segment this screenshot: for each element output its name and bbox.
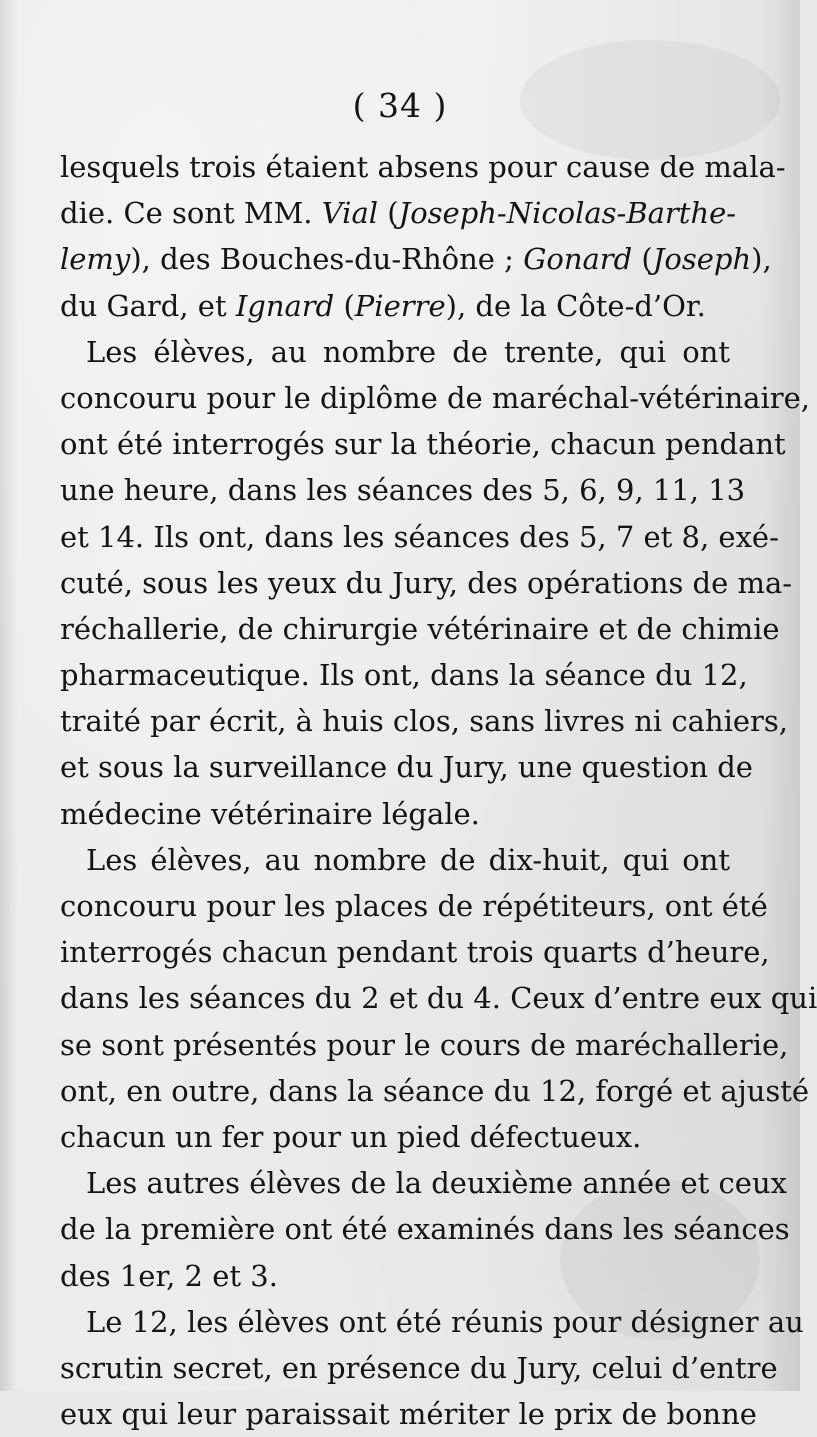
italic-text-segment: Vial	[321, 196, 379, 231]
body-text	[60, 144, 817, 1437]
text-segment: (	[334, 288, 355, 323]
page-number: ( 34 )	[352, 86, 448, 125]
italic-text-segment: Ignard	[235, 288, 335, 323]
text-line	[60, 652, 748, 698]
text-segment: une heure, dans les séances des 5, 6, 9, 11, 13	[60, 473, 746, 508]
text-line	[60, 791, 730, 837]
text-line	[60, 560, 793, 606]
text-segment: du Gard, et	[60, 288, 236, 323]
text-line	[60, 329, 730, 375]
text-line	[60, 1345, 778, 1391]
text-line	[60, 929, 770, 975]
text-segment: concouru pour les places de répétiteurs, ont été	[60, 889, 768, 923]
text-segment: se sont présentés pour le cours de maréchallerie,	[60, 1027, 789, 1062]
italic-text-segment: Joseph-Nicolas-Barthe-	[398, 196, 737, 231]
text-segment: traité par écrit, à huis clos, sans livres ni cahiers,	[60, 704, 789, 739]
text-segment: pharmaceutique. Ils ont, dans la séance du 12,	[60, 658, 748, 693]
text-segment: ),	[751, 242, 772, 277]
text-line	[60, 514, 779, 560]
text-segment: Les autres élèves de la deuxième année et ceux	[86, 1166, 787, 1201]
text-segment: ), des Bouches-du-Rhône ;	[130, 242, 524, 277]
text-segment: de la première ont été examinés dans les séances	[60, 1212, 790, 1247]
text-line	[60, 1391, 757, 1437]
text-segment: et sous la surveillance du Jury, une question de	[60, 750, 753, 785]
text-segment: médecine vétérinaire légale.	[60, 796, 480, 831]
text-segment: ), de la Côte-d’Or.	[445, 288, 706, 323]
text-segment: dans les séances du 2 et du 4. Ceux d’entre eux qui	[60, 981, 817, 1016]
text-segment: cuté, sous les yeux du Jury, des opérations de ma-	[60, 565, 793, 600]
text-line	[60, 698, 789, 744]
text-segment: interrogés chacun pendant trois quarts d’heure,	[60, 935, 770, 970]
text-segment: et 14. Ils ont, dans les séances des 5, 7 et 8, exé-	[60, 519, 779, 554]
text-segment: (	[378, 196, 399, 231]
text-line	[60, 1206, 790, 1252]
text-line	[60, 190, 737, 236]
text-line	[60, 1299, 804, 1345]
text-segment: scrutin secret, en présence du Jury, celui d’entre	[60, 1350, 778, 1385]
text-line	[60, 1160, 787, 1206]
italic-text-segment: Gonard	[523, 242, 633, 277]
text-segment: die. Ce sont MM.	[60, 196, 322, 231]
text-segment: Les élèves, au nombre de trente, qui ont	[86, 334, 730, 369]
text-segment: Le 12, les élèves ont été réunis pour désigner au	[86, 1304, 804, 1339]
text-segment: (	[632, 242, 653, 277]
text-line	[60, 144, 786, 190]
italic-text-segment: lemy	[60, 242, 131, 277]
text-line	[60, 975, 817, 1021]
text-segment: ont, en outre, dans la séance du 12, forgé et ajusté	[60, 1073, 810, 1108]
text-line	[60, 1253, 730, 1299]
text-segment: réchallerie, de chirurgie vétérinaire et de chimie	[60, 611, 780, 646]
text-line	[60, 421, 786, 467]
text-line	[60, 883, 768, 929]
text-line	[60, 236, 772, 282]
text-segment: chacun un fer pour un pied défectueux.	[60, 1119, 642, 1154]
italic-text-segment: Joseph	[652, 242, 752, 277]
text-line	[60, 837, 730, 883]
text-line	[60, 1114, 730, 1160]
text-line	[60, 283, 730, 329]
text-segment: eux qui leur paraissait mériter le prix de bonne	[60, 1397, 757, 1432]
text-line	[60, 1022, 789, 1068]
text-line	[60, 375, 810, 421]
text-segment: des 1er, 2 et 3.	[60, 1258, 278, 1293]
text-line	[60, 467, 746, 513]
text-line	[60, 1068, 810, 1114]
text-segment: lesquels trois étaient absens pour cause de mala-	[60, 150, 786, 184]
text-line	[60, 606, 780, 652]
text-segment: Les élèves, au nombre de dix-huit, qui ont	[86, 842, 730, 877]
text-segment: ont été interrogés sur la théorie, chacun pendant	[60, 427, 786, 462]
text-line	[60, 744, 753, 790]
text-segment: concouru pour le diplôme de maréchal-vétérinaire,	[60, 380, 810, 415]
italic-text-segment: Pierre	[354, 288, 446, 323]
